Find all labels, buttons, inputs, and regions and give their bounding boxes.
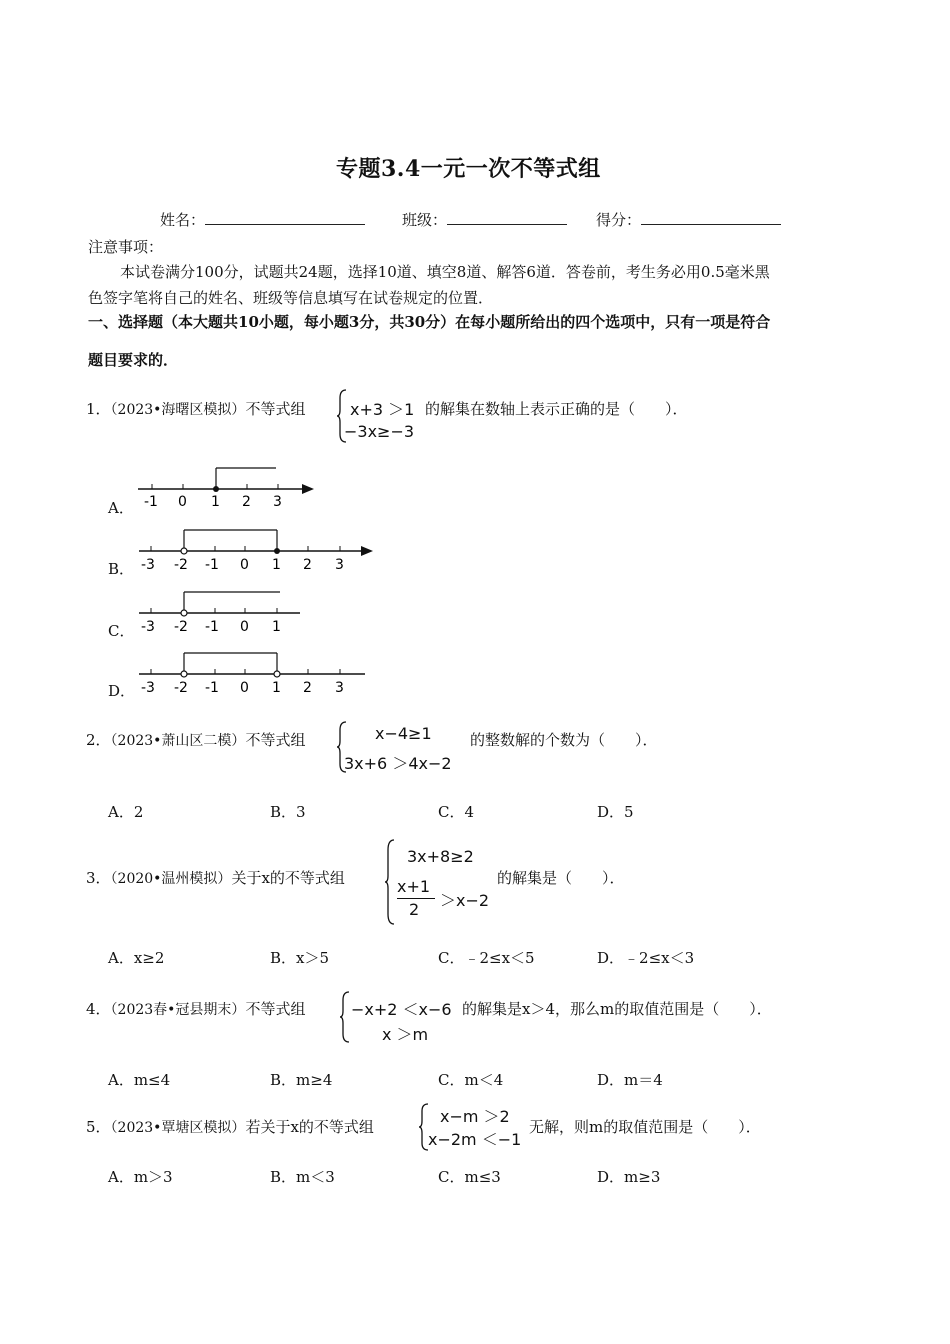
question-2-stem: 2．（2023•萧山区二模）不等式组 <box>86 731 306 749</box>
q3-eq1: 3x+8≥2 <box>407 847 474 866</box>
tick-label: -3 <box>141 557 155 573</box>
q1-option-c-label[interactable]: C． <box>108 622 135 640</box>
notice-label: 注意事项： <box>88 238 164 256</box>
solid-point-icon <box>213 486 219 492</box>
tick-label: -1 <box>205 619 219 635</box>
q1-eq2: −3x≥−3 <box>344 422 415 441</box>
q1-option-c-numberline <box>135 584 335 640</box>
tick-label: -2 <box>174 557 188 573</box>
tick-label: 1 <box>272 619 281 635</box>
score-field <box>596 209 781 230</box>
tick-label: 0 <box>240 619 249 635</box>
q2-option-d[interactable]: D．5 <box>597 803 634 821</box>
fraction-bar <box>397 898 435 899</box>
name-label: 姓名： <box>160 211 206 229</box>
q1-eq1: x+3 ＞1 <box>350 400 415 419</box>
q1-option-d-label[interactable]: D． <box>108 682 136 700</box>
question-3-stem: 3．（2020•温州模拟）关于x的不等式组 <box>86 869 345 887</box>
q4-suffix: 的解集是x＞4，那么m的取值范围是（ ）． <box>462 1000 772 1018</box>
q5-option-c[interactable]: C．m≤3 <box>438 1168 501 1186</box>
q3-eq2-tail: ＞x−2 <box>440 891 490 910</box>
q4-option-b[interactable]: B．m≥4 <box>270 1071 333 1089</box>
q1-option-b-label[interactable]: B． <box>108 560 135 578</box>
q1-option-a-numberline <box>130 462 330 518</box>
tick-label: 3 <box>335 680 344 696</box>
q4-option-a[interactable]: A．m≤4 <box>108 1071 171 1089</box>
hollow-point-icon <box>181 610 187 616</box>
q2-option-c[interactable]: C．4 <box>438 803 475 821</box>
q1-option-a-label[interactable]: A． <box>108 499 134 517</box>
q3-option-c[interactable]: C．﹣2≤x＜5 <box>438 949 535 967</box>
tick-label: 0 <box>240 680 249 696</box>
q5-option-d[interactable]: D．m≥3 <box>597 1168 661 1186</box>
tick-label: 3 <box>273 494 282 510</box>
tick-label: -1 <box>144 494 158 510</box>
q3-option-b[interactable]: B．x＞5 <box>270 949 330 967</box>
notice-text-2: 色签字笔将自己的姓名、班级等信息填写在试卷规定的位置． <box>88 289 494 307</box>
tick-label: -2 <box>174 680 188 696</box>
q1-option-b-numberline <box>135 522 385 578</box>
q2-option-a[interactable]: A．2 <box>108 803 144 821</box>
q5-option-a[interactable]: A．m＞3 <box>108 1168 173 1186</box>
q3-suffix: 的解集是（ ）． <box>497 869 625 887</box>
tick-label: 0 <box>178 494 187 510</box>
section-heading-2: 题目要求的． <box>88 351 179 369</box>
section-heading-1: 一、选择题（本大题共10小题，每小题3分，共30分）在每小题所给出的四个选项中，只有一项是符合 <box>88 313 771 331</box>
q5-eq2: x−2m ＜−1 <box>428 1130 522 1149</box>
tick-label: 3 <box>335 557 344 573</box>
score-label: 得分： <box>596 211 642 229</box>
q1-suffix: 的解集在数轴上表示正确的是（ ）． <box>425 400 688 418</box>
q1-option-d-numberline <box>135 645 385 701</box>
score-blank <box>641 210 781 225</box>
tick-label: 2 <box>303 557 312 573</box>
question-4-stem: 4．（2023春•冠县期末）不等式组 <box>86 1000 306 1018</box>
name-blank <box>205 210 365 225</box>
class-field <box>402 209 567 230</box>
q3-option-a[interactable]: A．x≥2 <box>108 949 165 967</box>
q2-eq2: 3x+6 ＞4x−2 <box>344 754 452 773</box>
q3-frac-num: x+1 <box>397 877 431 896</box>
q4-option-c[interactable]: C．m＜4 <box>438 1071 504 1089</box>
tick-label: 1 <box>211 494 220 510</box>
tick-label: -3 <box>141 619 155 635</box>
solid-point-icon <box>274 548 280 554</box>
q2-suffix: 的整数解的个数为（ ）． <box>470 731 658 749</box>
q4-eq1: −x+2 ＜x−6 <box>351 1000 452 1019</box>
tick-label: -3 <box>141 680 155 696</box>
question-1-stem: 1．（2023•海曙区模拟）不等式组 <box>86 400 306 418</box>
q2-option-b[interactable]: B．3 <box>270 803 306 821</box>
notice-text-1: 本试卷满分100分，试题共24题，选择10道、填空8道、解答6道．答卷前，考生务必用0.5毫米黑 <box>120 263 770 281</box>
q4-eq2: x ＞m <box>382 1025 429 1044</box>
tick-label: -1 <box>205 557 219 573</box>
q3-frac-den: 2 <box>409 900 420 919</box>
hollow-point-icon <box>181 548 187 554</box>
page-title: 专题3.4一元一次不等式组 <box>336 156 601 182</box>
name-field <box>160 209 365 230</box>
brace-icon <box>384 838 396 926</box>
tick-label: 2 <box>303 680 312 696</box>
q3-option-d[interactable]: D．﹣2≤x＜3 <box>597 949 695 967</box>
brace-icon <box>339 990 351 1044</box>
tick-label: 1 <box>272 557 281 573</box>
class-blank <box>447 210 567 225</box>
q2-eq1: x−4≥1 <box>375 724 432 743</box>
tick-label: -2 <box>174 619 188 635</box>
q5-option-b[interactable]: B．m＜3 <box>270 1168 335 1186</box>
hollow-point-icon <box>181 671 187 677</box>
tick-label: 1 <box>272 680 281 696</box>
q5-eq1: x−m ＞2 <box>440 1107 510 1126</box>
hollow-point-icon <box>274 671 280 677</box>
question-5-stem: 5．（2023•覃塘区模拟）若关于x的不等式组 <box>86 1118 374 1136</box>
q5-suffix: 无解，则m的取值范围是（ ）． <box>529 1118 761 1136</box>
class-label: 班级： <box>402 211 448 229</box>
tick-label: 0 <box>240 557 249 573</box>
tick-label: -1 <box>205 680 219 696</box>
q4-option-d[interactable]: D．m＝4 <box>597 1071 663 1089</box>
tick-label: 2 <box>242 494 251 510</box>
